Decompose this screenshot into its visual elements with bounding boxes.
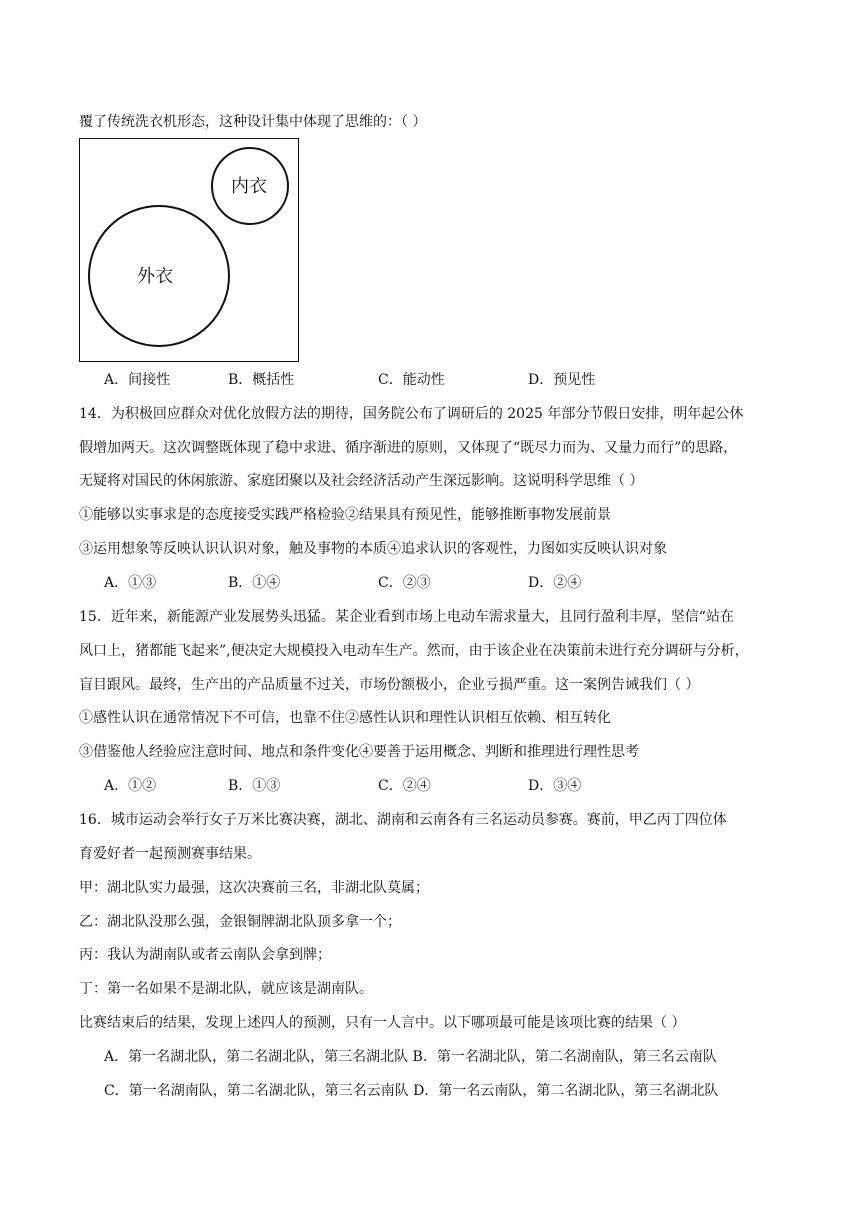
- q15-stem-line-2: 风口上，猪都能飞起来”,便决定大规模投入电动车生产。然而，由于该企业在决策前未进行充分调研与分析，: [79, 643, 749, 659]
- q14-option-a[interactable]: A．①③: [104, 575, 157, 591]
- q14-stem-line-1: 14．为积极回应群众对优化放假方法的期待，国务院公布了调研后的 2025 年部分节假日安排，明年起公休: [79, 406, 744, 422]
- q16-stem-line-2: 育爱好者一起预测赛事结果。: [79, 846, 261, 862]
- q16-stem-line-1: 16．城市运动会举行女子万米比赛决赛，湖北、湖南和云南各有三名运动员参赛。赛前，甲乙丙丁四位体: [79, 812, 727, 828]
- q13-option-c[interactable]: C．能动性: [378, 372, 445, 388]
- q15-option-b[interactable]: B．①③: [228, 778, 281, 794]
- q13-figure: [79, 138, 299, 362]
- q16-prediction-jia: 甲：湖北队实力最强，这次决赛前三名，非湖北队莫属；: [79, 880, 429, 896]
- q14-option-c[interactable]: C．②③: [378, 575, 431, 591]
- q13-option-b[interactable]: B．概括性: [228, 372, 295, 388]
- outer-clothes-label: 外衣: [137, 266, 173, 287]
- q15-statements-1: ①感性认识在通常情况下不可信，也靠不住②感性认识和理性认识相互依赖、相互转化: [79, 710, 611, 726]
- q14-statements-2: ③运用想象等反映认识认识对象，触及事物的本质④追求认识的客观性，力图如实反映认识对象: [79, 541, 667, 557]
- q14-option-b[interactable]: B．①④: [228, 575, 281, 591]
- q16-prediction-ding: 丁：第一名如果不是湖北队，就应该是湖南队。: [79, 981, 373, 997]
- q13-option-a[interactable]: A．间接性: [104, 372, 171, 388]
- q16-prediction-bing: 丙：我认为湖南队或者云南队会拿到牌；: [79, 947, 331, 963]
- inner-clothes-label: 内衣: [231, 176, 267, 197]
- q14-stem-line-3: 无疑将对国民的休闲旅游、家庭团聚以及社会经济活动产生深远影响。这说明科学思维（ ）: [79, 473, 644, 489]
- q15-option-d[interactable]: D．③④: [528, 778, 582, 794]
- q13-option-d[interactable]: D．预见性: [528, 372, 596, 388]
- q14-option-d[interactable]: D．②④: [528, 575, 582, 591]
- q16-prediction-yi: 乙：湖北队没那么强，金银铜牌湖北队顶多拿一个；: [79, 914, 401, 930]
- q15-stem-line-3: 盲目跟风。最终，生产出的产品质量不过关，市场份额极小，企业亏损严重。这一案例告诫我们（ ）: [79, 677, 700, 693]
- q15-stem-line-1: 15．近年来，新能源产业发展势头迅猛。某企业看到市场上电动车需求量大，且同行盈利丰厚，坚信“站在: [79, 609, 734, 625]
- clothing-circles-diagram: [80, 139, 300, 363]
- q14-stem-line-2: 假增加两天。这次调整既体现了稳中求进、循序渐进的原则，又体现了“既尽力而为、又量力而行”的思路，: [79, 440, 738, 456]
- q16-options-cd[interactable]: C．第一名湖南队，第二名湖北队，第三名云南队 D．第一名云南队，第二名湖北队，第三名湖北队: [104, 1083, 719, 1099]
- q16-question: 比赛结束后的结果，发现上述四人的预测，只有一人言中。以下哪项最可能是该项比赛的结果（ ）: [79, 1015, 686, 1031]
- q15-statements-2: ③借鉴他人经验应注意时间、地点和条件变化④要善于运用概念、判断和推理进行理性思考: [79, 744, 639, 760]
- q15-option-c[interactable]: C．②④: [378, 778, 431, 794]
- q14-statements-1: ①能够以实事求是的态度接受实践严格检验②结果具有预见性，能够推断事物发展前景: [79, 507, 611, 523]
- q16-options-ab[interactable]: A．第一名湖北队，第二名湖北队，第三名湖北队 B．第一名湖北队，第二名湖南队，第三名云南队: [104, 1049, 717, 1065]
- q15-option-a[interactable]: A．①②: [104, 778, 157, 794]
- q13-stem: 覆了传统洗衣机形态，这种设计集中体现了思维的：（ ）: [79, 114, 427, 130]
